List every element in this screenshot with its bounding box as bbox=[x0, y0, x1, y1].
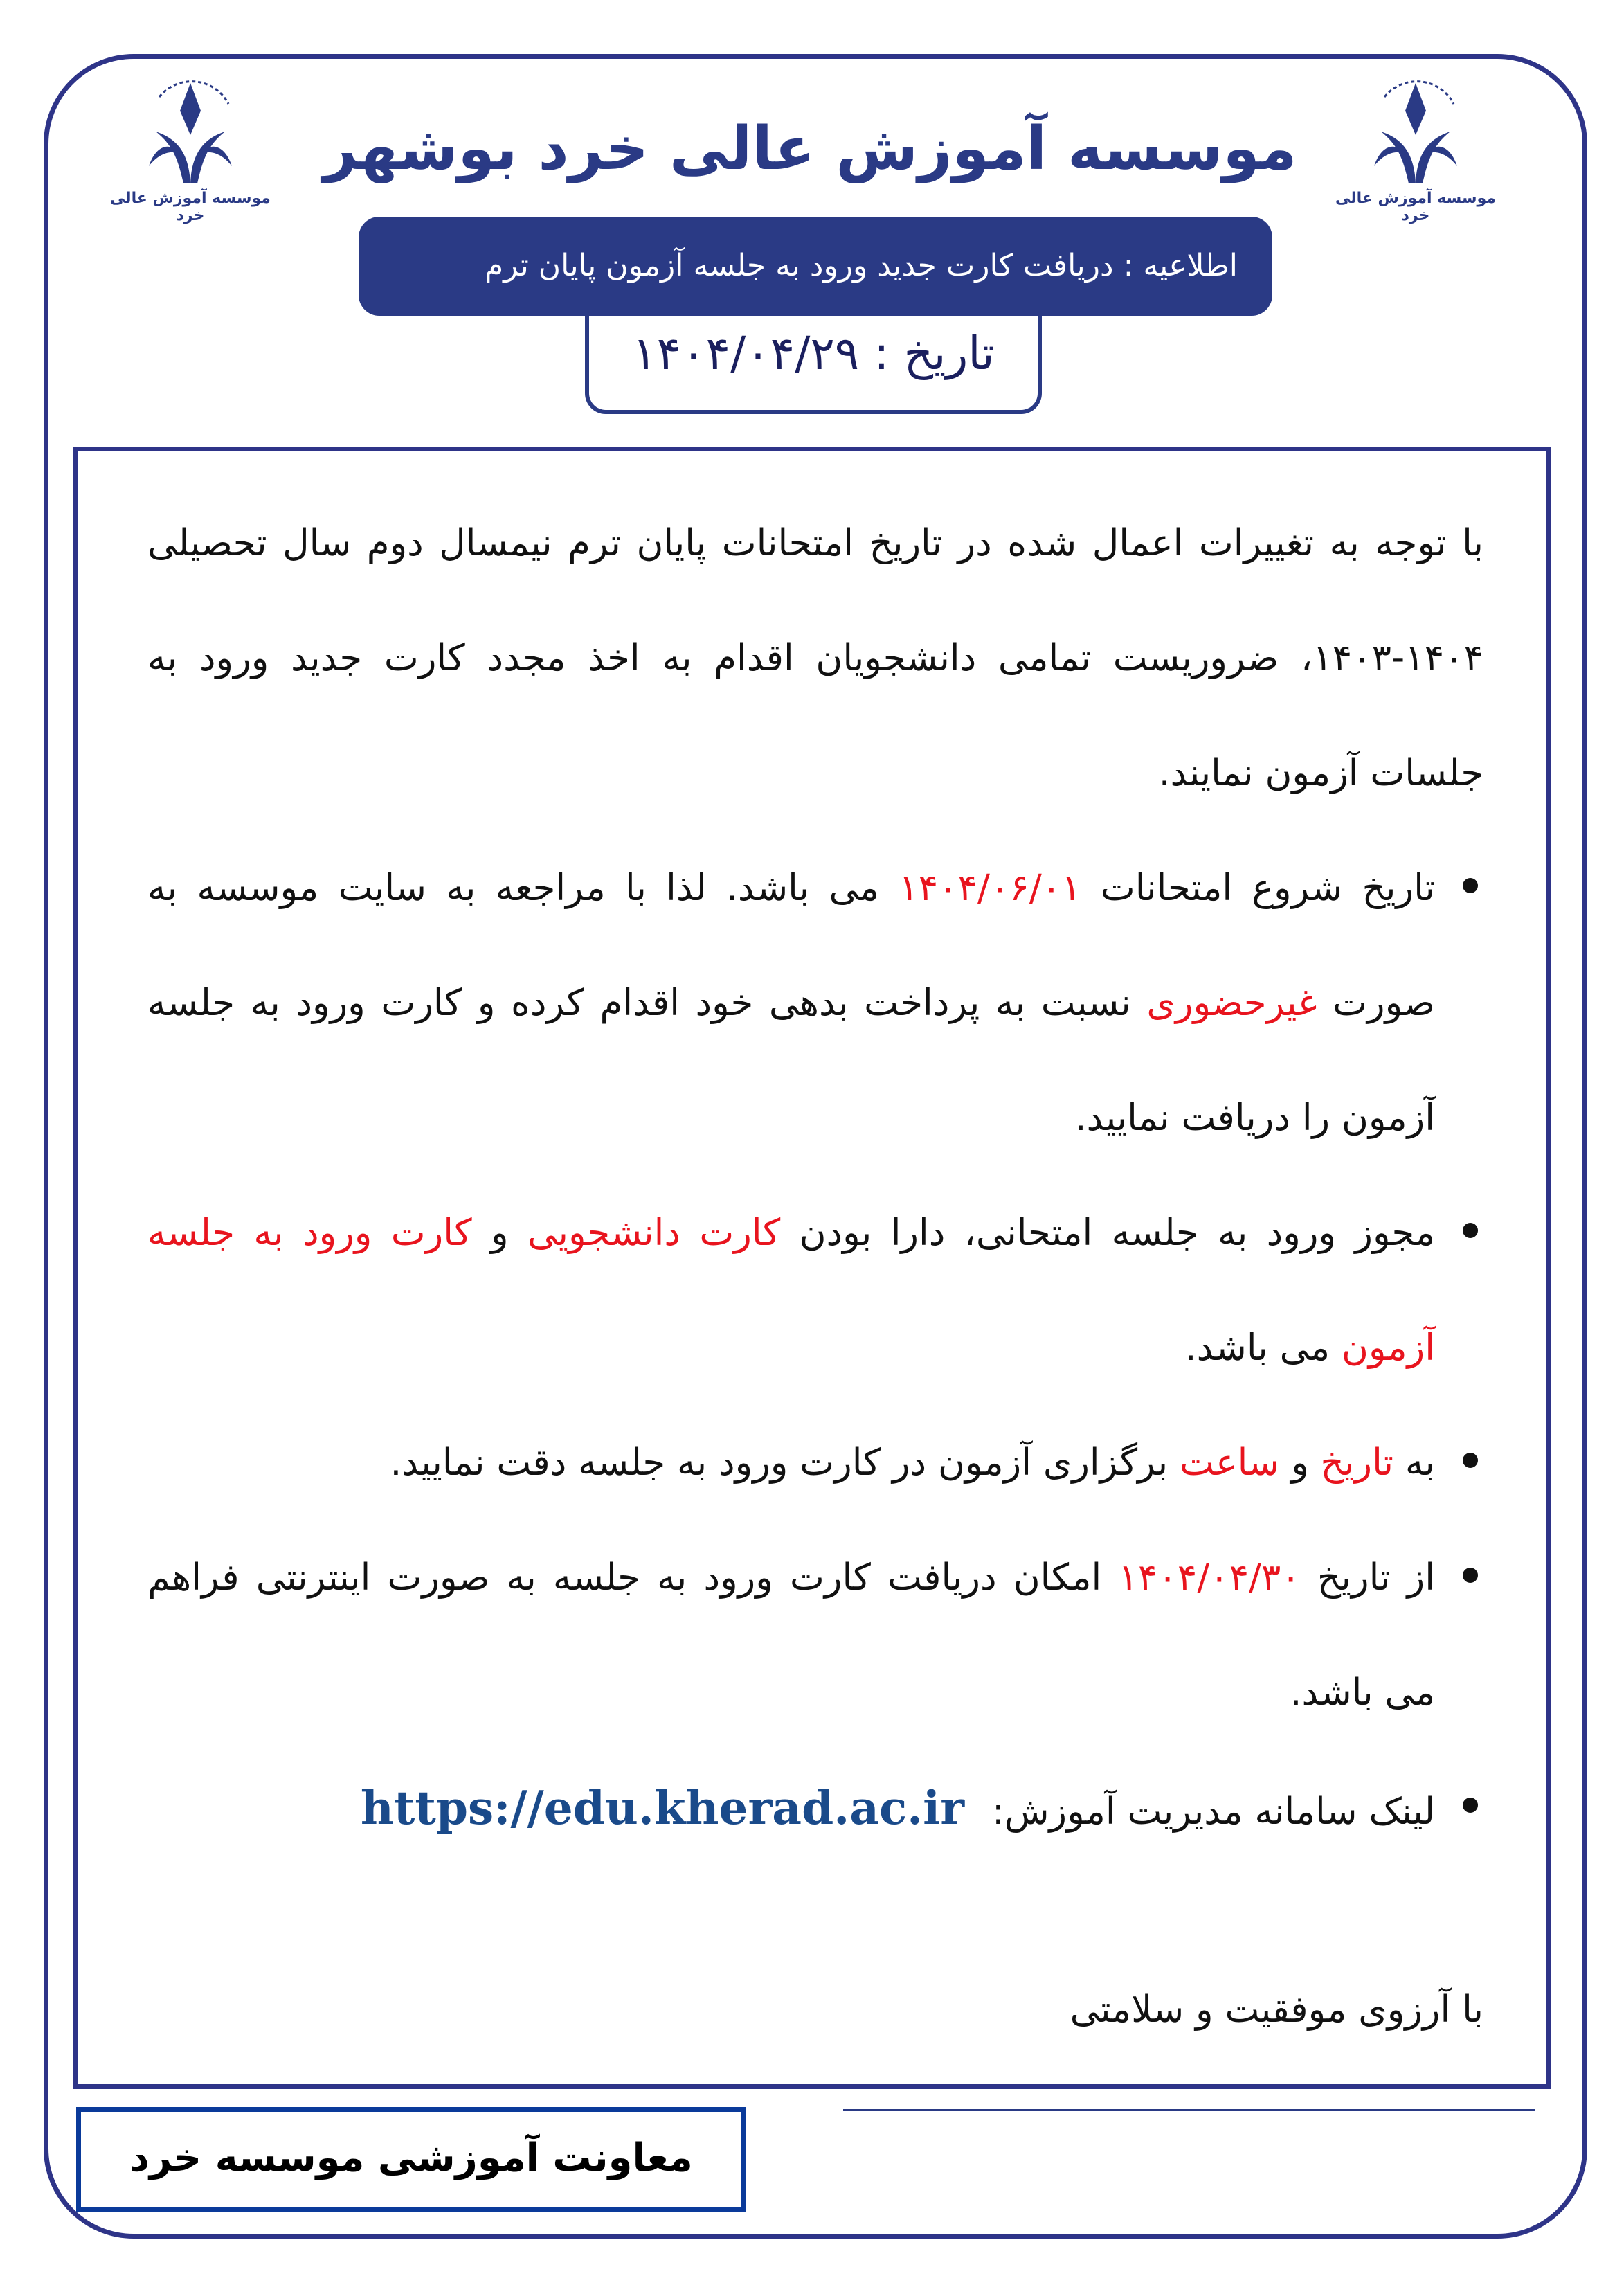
date-box bbox=[585, 313, 1042, 414]
text: و bbox=[1279, 1442, 1321, 1484]
link-label: لینک سامانه مدیریت آموزش: bbox=[991, 1791, 1435, 1833]
text: برگزاری آزمون در کارت ورود به جلسه دقت نمایید. bbox=[390, 1442, 1180, 1484]
bullet-system-link bbox=[147, 1750, 1435, 1870]
date-value: ۱۴۰۴/۰۴/۲۹ bbox=[632, 327, 860, 380]
text: مجوز ورود به جلسه امتحانی، دارا بودن bbox=[780, 1212, 1436, 1254]
bullet-list bbox=[147, 831, 1483, 1870]
education-system-link[interactable]: https://edu.kherad.ac.ir bbox=[360, 1781, 964, 1835]
text: و bbox=[471, 1212, 528, 1254]
bullet-online-availability bbox=[147, 1521, 1435, 1750]
logo-emblem-icon bbox=[1360, 69, 1471, 187]
text: می باشد. لذا با مراجعه به سایت موسسه به صورت bbox=[147, 867, 1435, 1024]
text: از تاریخ bbox=[1300, 1557, 1435, 1599]
highlight-date: تاریخ bbox=[1320, 1442, 1393, 1484]
text: به bbox=[1393, 1442, 1435, 1484]
institute-title: موسسه آموزش عالی خرد بوشهر bbox=[323, 114, 1297, 183]
bullet-exam-start bbox=[147, 831, 1435, 1176]
text: امکان دریافت کارت ورود به جلسه به صورت اینترنتی فراهم می باشد. bbox=[147, 1557, 1435, 1714]
exam-start-date: ۱۴۰۴/۰۶/۰۱ bbox=[899, 867, 1081, 909]
intro-paragraph: با توجه به تغییرات اعمال شده در تاریخ امتحانات پایان ترم نیمسال دوم سال تحصیلی ۱۴۰۴-۱۴۰۳، ضروریست تمامی دانشجویان اقدام به اخذ مجدد کارت جدید ورود به جلسات آزمون نمایند. bbox=[147, 522, 1483, 794]
logo-emblem-icon bbox=[135, 69, 246, 187]
highlight-exam-card: کارت ورود به جلسه آزمون bbox=[147, 1212, 1435, 1369]
date-label: تاریخ : bbox=[874, 327, 995, 380]
text: نسبت به پرداخت بدهی خود اقدام کرده و کارت ورود به جلسه آزمون را دریافت نمایید. bbox=[147, 982, 1435, 1139]
text: تاریخ شروع امتحانات bbox=[1081, 867, 1435, 909]
highlight-time: ساعت bbox=[1179, 1442, 1280, 1484]
highlight-online: غیرحضوری bbox=[1146, 982, 1317, 1024]
availability-date: ۱۴۰۴/۰۴/۳۰ bbox=[1118, 1557, 1301, 1599]
text: می باشد. bbox=[1184, 1327, 1342, 1369]
institute-logo-left bbox=[104, 69, 277, 228]
notice-banner: اطلاعیه : دریافت کارت جدید ورود به جلسه آزمون پایان ترم bbox=[359, 217, 1272, 316]
logo-label: موسسه آموزش عالی خرد bbox=[1335, 190, 1496, 224]
logo-label: موسسه آموزش عالی خرد bbox=[110, 190, 271, 224]
bullet-entry-permit bbox=[147, 1176, 1435, 1406]
institute-logo-right bbox=[1329, 69, 1502, 228]
signature-box: معاونت آموزشی موسسه خرد bbox=[76, 2107, 746, 2212]
announcement-body bbox=[73, 447, 1551, 2089]
bullet-date-time bbox=[147, 1406, 1435, 1521]
divider-line bbox=[843, 2109, 1535, 2111]
closing-text: با آرزوی موفقیت و سلامتی bbox=[1070, 1989, 1483, 2031]
highlight-student-card: کارت دانشجویی bbox=[527, 1212, 781, 1254]
